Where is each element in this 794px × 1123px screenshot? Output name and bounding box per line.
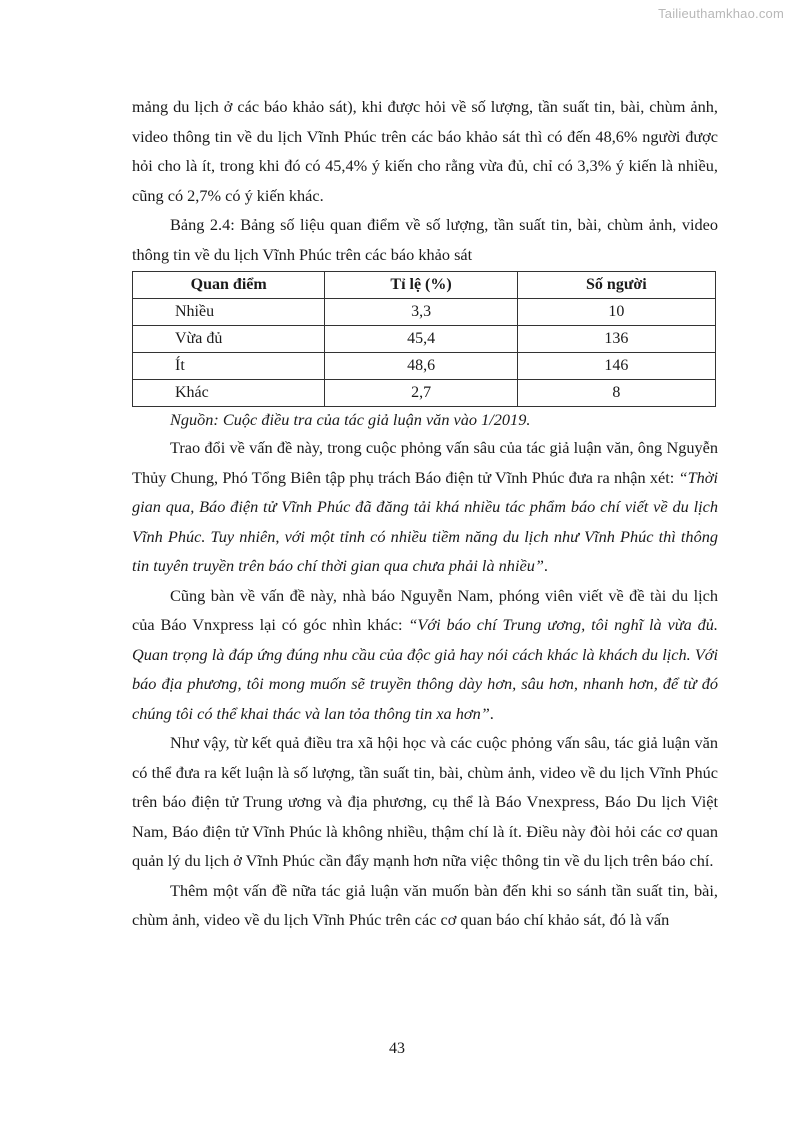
paragraph-text: .: [489, 703, 494, 723]
table-cell-percent: 48,6: [325, 353, 517, 380]
table-cell-percent: 45,4: [325, 326, 517, 353]
table-cell-percent: 3,3: [325, 299, 517, 326]
paragraph-text: Trao đổi về vấn đề này, trong cuộc phỏng vấn sâu của tác giả luận văn, ông Nguyễn Thủy Chung, Phó Tổng Biên tập phụ trách Báo điện tử Vĩnh Phúc đưa ra nhận xét:: [132, 438, 718, 487]
paragraph-conclusion: Như vậy, từ kết quả điều tra xã hội học và các cuộc phỏng vấn sâu, tác giả luận văn có thể đưa ra kết luận là số lượng, tần suất tin, bài, chùm ảnh, video về du lịch Vĩnh Phúc trên báo điện tử Trung ương và địa phương, cụ thể là Báo Vnexpress, Báo Du lịch Việt Nam, Báo điện tử Vĩnh Phúc là không nhiều, thậm chí là ít. Điều này đòi hỏi các cơ quan quản lý du lịch ở Vĩnh Phúc cần đẩy mạnh hơn nữa việc thông tin về du lịch trên báo chí.: [132, 733, 718, 870]
table-cell-opinion: Vừa đủ: [133, 326, 325, 353]
table-cell-count: 146: [517, 353, 715, 380]
table-row: [133, 353, 716, 380]
paragraph-text: Cũng bàn về vấn đề này, nhà báo Nguyễn Nam, phóng viên viết về đề tài du lịch của Báo Vnxpress lại có góc nhìn khác:: [132, 585, 718, 634]
column-header-opinion: Quan điểm: [133, 272, 325, 299]
quote-text: “Với báo chí Trung ương, tôi nghĩ là vừa đủ. Quan trọng là đáp ứng đúng nhu cầu của độc giả hay nói cách khác là khách du lịch. Với báo địa phương, tôi mong muốn sẽ truyền thông dày hơn, sâu hơn, nhanh hơn, để từ đó chúng tôi có thể khai thác và lan tỏa thông tin xa hơn”: [132, 615, 718, 723]
paragraph-text: .: [543, 556, 548, 575]
table-cell-opinion: Khác: [133, 380, 325, 407]
table-source-note: Nguồn: Cuộc điều tra của tác giả luận văn vào 1/2019.: [170, 410, 531, 429]
table-row: [133, 299, 716, 326]
quote-text: “Thời gian qua, Báo điện tử Vĩnh Phúc đã đăng tải khá nhiều tác phẩm báo chí viết về du lịch Vĩnh Phúc. Tuy nhiên, với một tỉnh có nhiều tiềm năng du lịch như Vĩnh Phúc thì thông tin tuyên truyền trên báo chí thời gian qua chưa phải là nhiều”: [132, 467, 718, 575]
table-cell-opinion: Nhiều: [133, 299, 325, 326]
table-header-row: [133, 272, 716, 299]
table-cell-count: 136: [517, 326, 715, 353]
paragraph-next-topic: Thêm một vấn đề nữa tác giả luận văn muốn bàn đến khi so sánh tần suất tin, bài, chùm ảnh, video về du lịch Vĩnh Phúc trên các cơ quan báo chí khảo sát, đó là vấn: [132, 880, 718, 929]
table-cell-percent: 2,7: [325, 380, 517, 407]
page-content: [132, 92, 718, 935]
paragraph-continuation: mảng du lịch ở các báo khảo sát), khi được hỏi về số lượng, tần suất tin, bài, chùm ảnh, video thông tin về du lịch Vĩnh Phúc trên các báo khảo sát thì có đến 48,6% người được hỏi cho là ít, trong khi đó có 45,4% ý kiến cho rằng vừa đủ, chỉ có 3,3% ý kiến là nhiều, cũng có 2,7% có ý kiến khác.: [132, 97, 718, 205]
table-caption: Bảng 2.4: Bảng số liệu quan điểm về số lượng, tần suất tin, bài, chùm ảnh, video thông tin về du lịch Vĩnh Phúc trên các báo khảo sát: [132, 215, 718, 264]
page-number: 43: [389, 1040, 405, 1057]
column-header-count: Số người: [517, 272, 715, 299]
paragraph-interview-chung: [132, 433, 718, 581]
table-cell-opinion: Ít: [133, 353, 325, 380]
paragraph-interview-nam: [132, 581, 718, 729]
column-header-percent: Tỉ lệ (%): [325, 272, 517, 299]
table-cell-count: 10: [517, 299, 715, 326]
table-row: [133, 380, 716, 407]
watermark: Tailieuthamkhao.com: [658, 6, 784, 21]
opinion-table: [132, 271, 716, 407]
table-row: [133, 326, 716, 353]
table-cell-count: 8: [517, 380, 715, 407]
